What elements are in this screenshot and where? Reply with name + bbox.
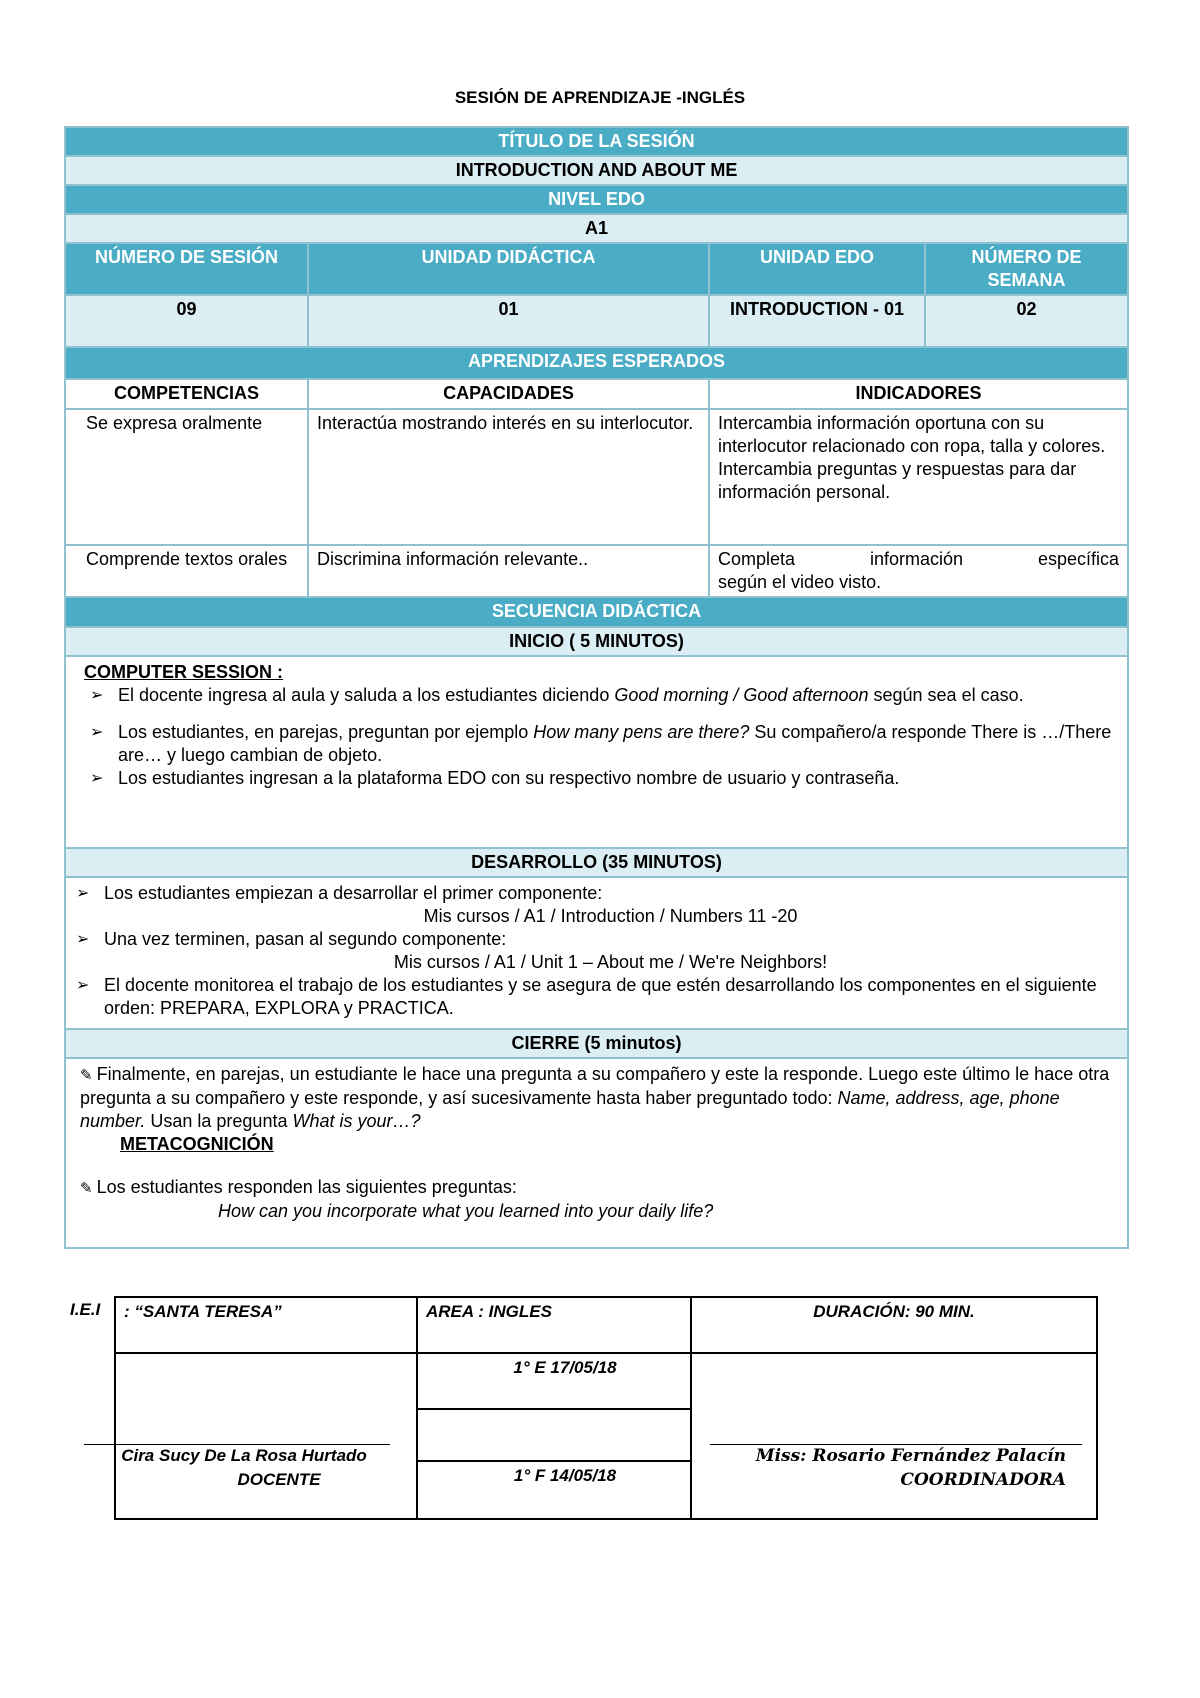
metacognition-question: How can you incorporate what you learned into your daily life? xyxy=(218,1201,714,1221)
teacher-signature-line xyxy=(84,1444,390,1445)
level-label: NIVEL EDO xyxy=(65,185,1128,214)
competency-cell: Se expresa oralmente xyxy=(65,409,308,545)
didactic-unit-header: UNIDAD DIDÁCTICA xyxy=(308,243,709,295)
start-content xyxy=(65,656,1128,848)
coordinator-signature-line xyxy=(710,1444,1082,1445)
indicator-text: según el video visto. xyxy=(718,572,882,592)
development-list xyxy=(70,882,1117,1020)
area-cell: AREA : INGLES xyxy=(417,1297,691,1353)
closing-label: CIERRE (5 minutos) xyxy=(65,1029,1128,1058)
list-item: ➢ Los estudiantes, en parejas, preguntan por ejemplo How many pens are there? Su compañero/a responde There is …/There are… y luego cambian de objeto. xyxy=(90,722,1112,765)
indicator-cell xyxy=(709,545,1128,597)
closing-content xyxy=(65,1058,1128,1248)
metacognition-text: ✎ Los estudiantes responden las siguientes preguntas: xyxy=(80,1177,517,1197)
list-item: ➢ Los estudiantes empiezan a desarrollar el primer componente: xyxy=(76,883,603,903)
edo-unit-value: INTRODUCTION - 01 xyxy=(709,295,925,347)
capacity-cell: Discrimina información relevante.. xyxy=(308,545,709,597)
week-number-header: NÚMERO DE SEMANA xyxy=(925,243,1128,295)
session-number-value: 09 xyxy=(65,295,308,347)
indicator-cell xyxy=(709,409,1128,545)
arrow-bullet-icon: ➢ xyxy=(76,885,90,902)
table-row xyxy=(65,545,1128,597)
development-content xyxy=(65,877,1128,1029)
capacities-header: CAPACIDADES xyxy=(308,379,709,409)
list-item: ➢ El docente monitorea el trabajo de los estudiantes y se asegura de que estén desarrollando los componentes en el siguiente orden: PREPARA, EXPLORA y PRACTICA. xyxy=(76,975,1097,1018)
list-item: ➢ El docente ingresa al aula y saluda a los estudiantes diciendo Good morning / Good afternoon según sea el caso. xyxy=(90,685,1024,705)
indicator-text: Completa información específica xyxy=(718,549,1120,569)
week-number-value: 02 xyxy=(925,295,1128,347)
indicator-text: Intercambia preguntas y respuestas para dar información personal. xyxy=(718,459,1077,502)
school-cell: : “SANTA TERESA” xyxy=(115,1297,417,1353)
pencil-icon: ✎ xyxy=(80,1180,93,1197)
session-title-label: TÍTULO DE LA SESIÓN xyxy=(65,127,1128,156)
table-row xyxy=(65,409,1128,545)
empty-cell xyxy=(417,1409,691,1461)
group-date-cell: 1° F 14/05/18 xyxy=(417,1461,691,1519)
arrow-bullet-icon: ➢ xyxy=(90,687,104,704)
teacher-role: DOCENTE xyxy=(237,1470,321,1489)
list-item: ➢ Los estudiantes ingresan a la plataforma EDO con su respectivo nombre de usuario y contraseña. xyxy=(90,768,900,788)
arrow-bullet-icon: ➢ xyxy=(76,977,90,994)
coordinator-role: COORDINADORA xyxy=(900,1470,1066,1490)
indicators-header: INDICADORES xyxy=(709,379,1128,409)
coordinator-signature-cell xyxy=(691,1353,1097,1519)
closing-text: ✎ Finalmente, en parejas, un estudiante le hace una pregunta a su compañero y este la responde. Luego este último le hace otra pregunta a su compañero y este responde, y así sucesivamente hasta haber preguntado todo: Name, address, age, phone number. Usan la pregunta What is your…? xyxy=(80,1064,1110,1131)
indicator-text: Intercambia información oportuna con su interlocutor relacionado con ropa, talla y colores. xyxy=(718,413,1106,456)
edo-unit-header: UNIDAD EDO xyxy=(709,243,925,295)
coordinator-name: Miss: Rosario Fernández Palacín xyxy=(755,1446,1066,1466)
expected-learning-label: APRENDIZAJES ESPERADOS xyxy=(65,347,1128,379)
didactic-sequence-label: SECUENCIA DIDÁCTICA xyxy=(65,597,1128,627)
list-item: ➢ Una vez terminen, pasan al segundo componente: xyxy=(76,929,507,949)
competency-cell: Comprende textos orales xyxy=(65,545,308,597)
course-path: Mis cursos / A1 / Unit 1 – About me / We're Neighbors! xyxy=(393,952,828,972)
session-title-value: INTRODUCTION AND ABOUT ME xyxy=(65,156,1128,185)
metacognition-title: METACOGNICIÓN xyxy=(120,1134,274,1154)
duration-cell: DURACIÓN: 90 MIN. xyxy=(691,1297,1097,1353)
development-label: DESARROLLO (35 MINUTOS) xyxy=(65,848,1128,877)
capacity-cell: Interactúa mostrando interés en su interlocutor. xyxy=(308,409,709,545)
document-title: SESIÓN DE APRENDIZAJE -INGLÉS xyxy=(454,88,746,107)
arrow-bullet-icon: ➢ xyxy=(90,724,104,741)
pencil-icon: ✎ xyxy=(80,1067,93,1084)
start-label: INICIO ( 5 MINUTOS) xyxy=(65,627,1128,656)
teacher-name: Cira Sucy De La Rosa Hurtado xyxy=(121,1446,367,1465)
start-list xyxy=(84,684,1117,790)
group-date-cell: 1° E 17/05/18 xyxy=(417,1353,691,1409)
computer-session-title: COMPUTER SESSION : xyxy=(84,662,284,682)
arrow-bullet-icon: ➢ xyxy=(76,931,90,948)
didactic-unit-value: 01 xyxy=(308,295,709,347)
competencies-header: COMPETENCIAS xyxy=(65,379,308,409)
level-value: A1 xyxy=(65,214,1128,243)
course-path: Mis cursos / A1 / Introduction / Numbers 11 -20 xyxy=(423,906,798,926)
iei-label: I.E.I xyxy=(70,1300,101,1319)
session-number-header: NÚMERO DE SESIÓN xyxy=(65,243,308,295)
teacher-signature-cell xyxy=(115,1353,417,1519)
session-table xyxy=(64,126,1129,1249)
arrow-bullet-icon: ➢ xyxy=(90,770,104,787)
